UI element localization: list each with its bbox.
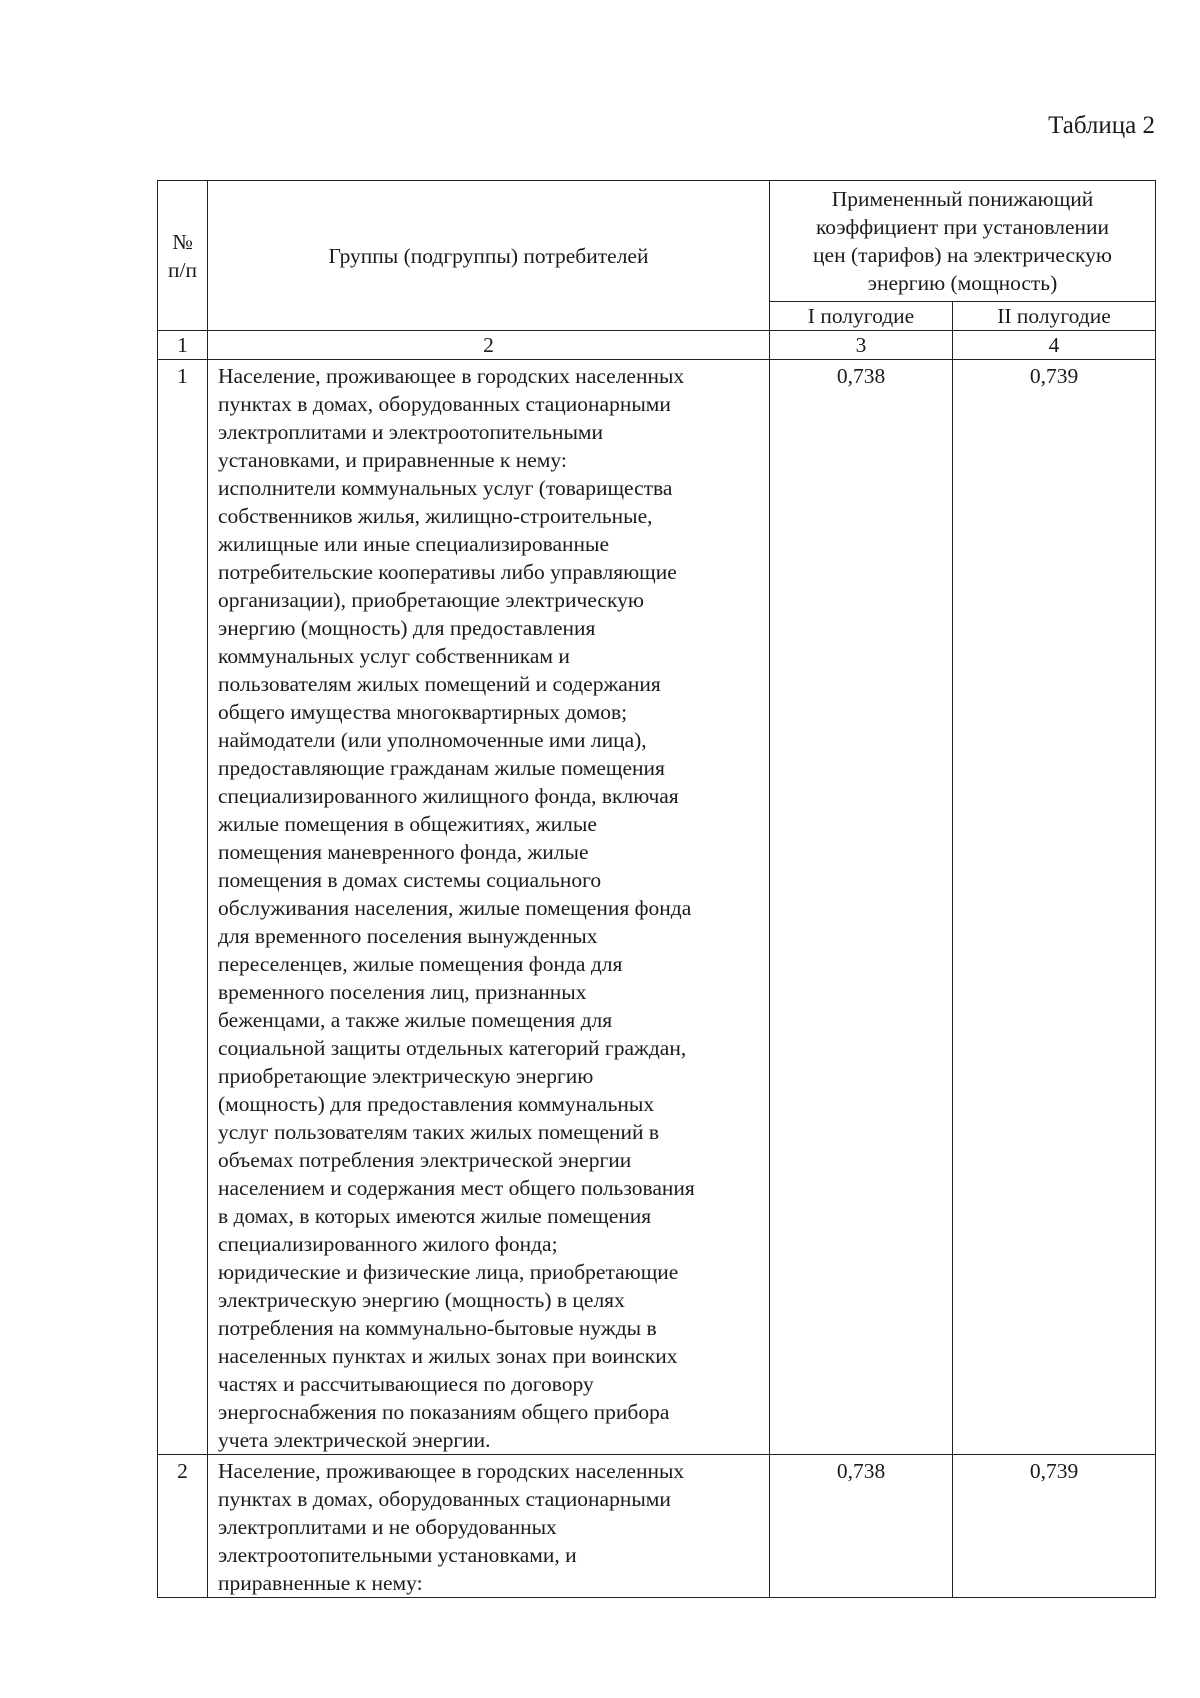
description-line: обслуживания населения, жилые помещения фонда bbox=[218, 896, 692, 920]
column-number: 1 bbox=[158, 331, 208, 360]
table-row bbox=[158, 360, 1156, 1455]
description-line: исполнители коммунальных услуг (товарищества bbox=[218, 476, 673, 500]
column-number: 4 bbox=[953, 331, 1156, 360]
description-line: для временного поселения вынужденных bbox=[218, 924, 598, 948]
description-line: пользователям жилых помещений и содержания bbox=[218, 672, 661, 696]
coefficient-half1: 0,738 bbox=[770, 360, 953, 1455]
header-coefficient bbox=[770, 181, 1156, 302]
row-number: 2 bbox=[158, 1455, 208, 1598]
description-line: переселенцев, жилые помещения фонда для bbox=[218, 952, 623, 976]
description-line: коммунальных услуг собственникам и bbox=[218, 644, 570, 668]
description-line: общего имущества многоквартирных домов; bbox=[218, 700, 628, 724]
description-line: приобретающие электрическую энергию bbox=[218, 1064, 594, 1088]
description-line: объемах потребления электрической энергии bbox=[218, 1148, 632, 1172]
description-line: организации), приобретающие электрическую bbox=[218, 588, 644, 612]
description-line: электроплитами и электроотопительными bbox=[218, 420, 604, 444]
description-line: помещения в домах системы социального bbox=[218, 868, 602, 892]
description-line: помещения маневренного фонда, жилые bbox=[218, 840, 589, 864]
description-line: услуг пользователям таких жилых помещений в bbox=[218, 1120, 660, 1144]
description-line: в домах, в которых имеются жилые помещения bbox=[218, 1204, 652, 1228]
description-line: потребительские кооперативы либо управляющие bbox=[218, 560, 677, 584]
description-line: электроплитами и не оборудованных bbox=[218, 1515, 557, 1539]
description-line: пунктах в домах, оборудованных стационарными bbox=[218, 392, 671, 416]
description-line: специализированного жилого фонда; bbox=[218, 1232, 558, 1256]
description-line: энергию (мощность) для предоставления bbox=[218, 616, 596, 640]
column-number-row bbox=[158, 331, 1156, 360]
header-num-line: № bbox=[172, 229, 193, 254]
description-line: населенных пунктах и жилых зонах при воинских bbox=[218, 1344, 678, 1368]
row-number: 1 bbox=[158, 360, 208, 1455]
column-number: 3 bbox=[770, 331, 953, 360]
description-line: Население, проживающее в городских населенных bbox=[218, 364, 685, 388]
description-line: специализированного жилищного фонда, включая bbox=[218, 784, 679, 808]
description-line: предоставляющие гражданам жилые помещения bbox=[218, 756, 665, 780]
description-line: временного поселения лиц, признанных bbox=[218, 980, 587, 1004]
description-line: приравненные к нему: bbox=[218, 1571, 423, 1595]
header-half2: II полугодие bbox=[953, 302, 1156, 331]
header-num-line: п/п bbox=[168, 257, 197, 282]
description-line: (мощность) для предоставления коммунальных bbox=[218, 1092, 655, 1116]
description-line: электроотопительными установками, и bbox=[218, 1543, 577, 1567]
description-line: жилые помещения в общежитиях, жилые bbox=[218, 812, 597, 836]
description-line: наймодатели (или уполномоченные ими лица), bbox=[218, 728, 647, 752]
description-line: юридические и физические лица, приобретающие bbox=[218, 1260, 679, 1284]
table-row bbox=[158, 1455, 1156, 1598]
coefficient-half2: 0,739 bbox=[953, 1455, 1156, 1598]
description-line: электрическую энергию (мощность) в целях bbox=[218, 1288, 625, 1312]
coefficient-half2: 0,739 bbox=[953, 360, 1156, 1455]
header-group: Группы (подгруппы) потребителей bbox=[208, 181, 770, 331]
description-line: Население, проживающее в городских населенных bbox=[218, 1459, 685, 1483]
description-line: частях и рассчитывающиеся по договору bbox=[218, 1372, 594, 1396]
description-line: пунктах в домах, оборудованных стационарными bbox=[218, 1487, 671, 1511]
description-line: учета электрической энергии. bbox=[218, 1428, 491, 1452]
header-row-top bbox=[158, 181, 1156, 302]
consumer-group-description bbox=[208, 360, 770, 1455]
description-line: собственников жилья, жилищно-строительные, bbox=[218, 504, 653, 528]
description-line: социальной защиты отдельных категорий граждан, bbox=[218, 1036, 687, 1060]
description-line: населением и содержания мест общего пользования bbox=[218, 1176, 695, 1200]
consumer-group-description bbox=[208, 1455, 770, 1598]
header-coef-line: Примененный понижающий bbox=[831, 187, 1094, 211]
description-line: беженцами, а также жилые помещения для bbox=[218, 1008, 613, 1032]
header-coef-line: энергию (мощность) bbox=[867, 271, 1058, 295]
description-line: жилищные или иные специализированные bbox=[218, 532, 609, 556]
table-caption: Таблица 2 bbox=[1048, 112, 1155, 139]
header-half1: I полугодие bbox=[770, 302, 953, 331]
coefficient-half1: 0,738 bbox=[770, 1455, 953, 1598]
description-line: потребления на коммунально-бытовые нужды в bbox=[218, 1316, 657, 1340]
coefficients-table bbox=[157, 180, 1156, 1598]
description-line: установками, и приравненные к нему: bbox=[218, 448, 567, 472]
column-number: 2 bbox=[208, 331, 770, 360]
header-coef-line: цен (тарифов) на электрическую bbox=[813, 243, 1112, 267]
description-line: энергоснабжения по показаниям общего прибора bbox=[218, 1400, 670, 1424]
header-coef-line: коэффициент при установлении bbox=[815, 215, 1110, 239]
header-num bbox=[158, 181, 208, 331]
